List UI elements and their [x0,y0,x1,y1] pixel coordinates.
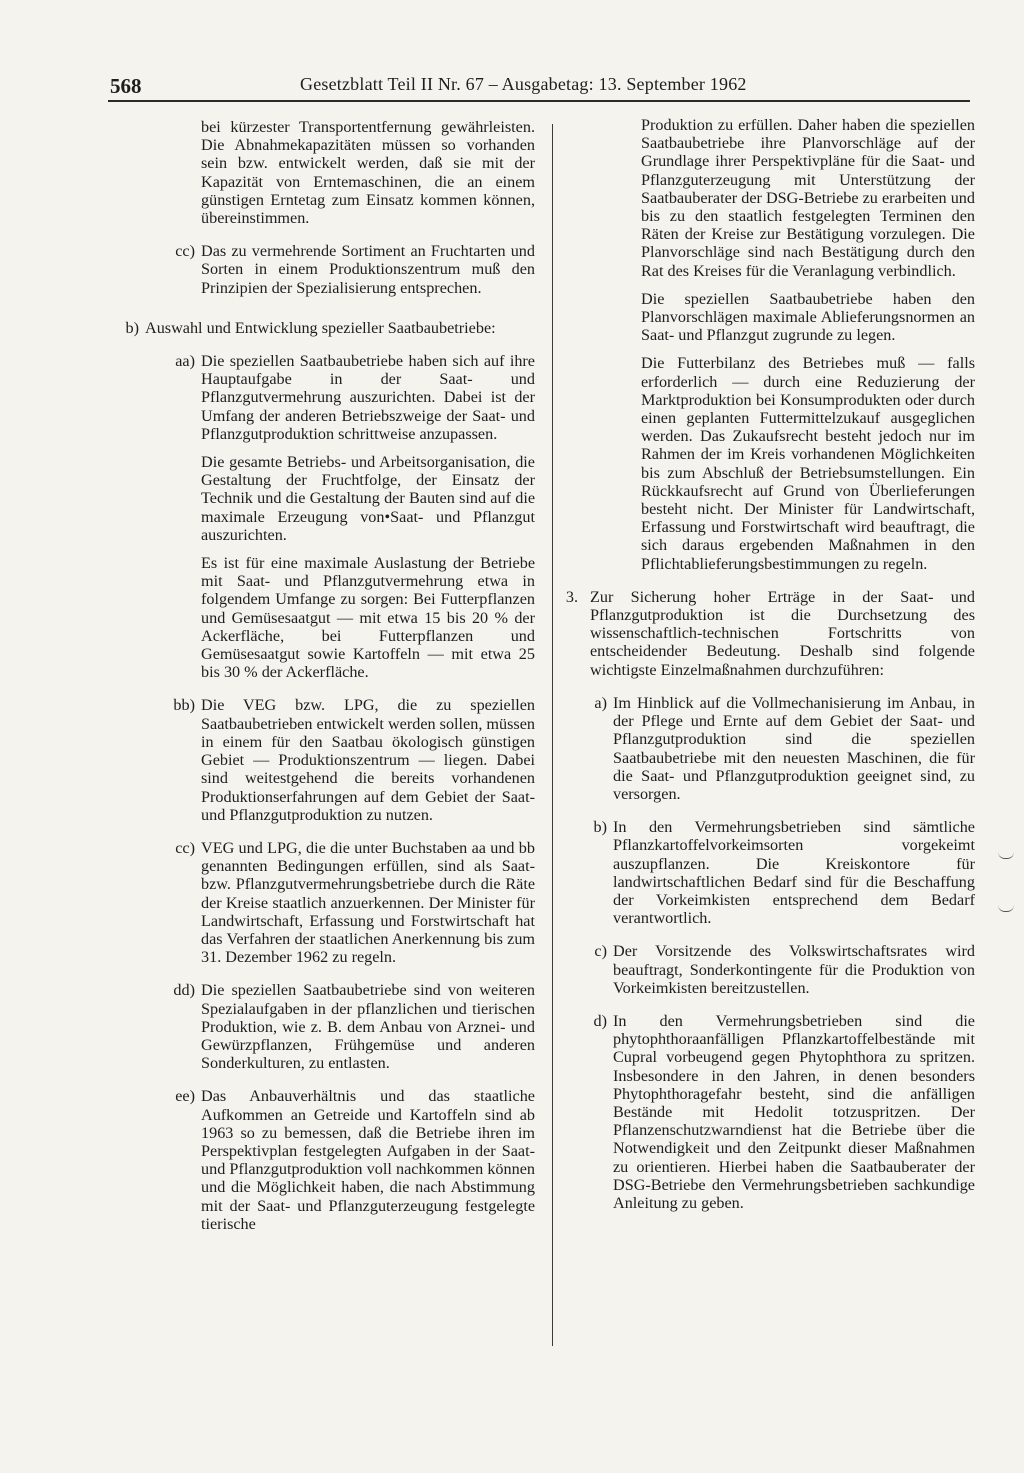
item-text: Zur Sicherung hoher Erträge in der Saat- und Pflanzgutproduktion ist die Durchsetzung des wissenschaftlich-technischen Fortschritts von entscheidender Bedeutung. Deshalb sind folgende wichtigste Einzelmaßnahmen durchzuführen: [590,587,975,679]
continuation-paragraph: Produktion zu erfüllen. Daher haben die speziellen Saatbaubetriebe ihre Planvorschläge auf der Grundlage ihrer Perspektivpläne für die Saat- und Pflanzguterzeugung mit Unterstützung der Saatbauberater der DSG-Betriebe zu erarbeiten und bis zu den staatlich festgelegten Terminen den Räten der Kreise zur Bestätigung vorzulegen. Die Planvorschläge sind nach Bestätigung durch den Rat des Kreises für die Veranlagung verbindlich. [641,116,975,280]
list-item-d [563,1012,975,1212]
item-text: In den Vermehrungsbetrieben sind sämtliche Pflanzkartoffelvorkeimsorten vorgekeimt auszupflanzen. Die Kreiskontore für landwirtschaftlichen Bedarf sind für die Beschaffung der Vorkeimkisten entsprechend dem Bedarf verantwortlich. [613,818,975,928]
list-item-cc [145,839,535,966]
item-text: Die VEG bzw. LPG, die zu speziellen Saatbaubetrieben entwickelt werden sollen, müssen in einem für den Saatbau ökologisch günstigen Gebiet — Produktionszentrum — liegen. Dabei sind weitestgehend die bereits vorhandenen Produktionserfahrungen auf dem Gebiet der Saat- und Pflanzgutproduktion zu nutzen. [201,696,535,824]
item-label: dd) [173,981,195,1000]
item-text: In den Vermehrungsbetrieben sind die phytophthoraanfälligen Pflanzkartoffelbestände mit Cupral vorbeugend gegen Phytophthora zu spritzen. Insbesondere in den Jahren, in denen besonders Phytophthoragefahr besteht, sind die anfälligen Bestände mit Hedolit totzuspritzen. Der Pflanzenschutzwarndienst hat die Betriebe über die Notwendigkeit und den Zeitpunkt dieser Maßnahmen zu orientieren. Hierbei haben die Saatbauberater der DSG-Betriebe den Vermehrungsbetrieben sachkundige Anleitung zu geben. [613,1011,975,1212]
list-item-aa [145,352,535,443]
list-item-b [563,818,975,927]
item-label: c) [594,942,607,961]
item-text: Das Anbauverhältnis und das staatliche Aufkommen an Getreide und Kartoffeln sind ab 1963 so zu bemessen, daß die Betriebe ihren im Perspektivplan festgelegten Aufgaben in der Saat- und Pflanzgutproduktion voll nachkommen können und die Möglichkeit haben, die nach Abstimmung mit der Saat- und Pflanzguterzeugung festgelegte tierische [201,1087,535,1233]
item-label: cc) [175,838,195,857]
item-text: Auswahl und Entwicklung spezieller Saatbaubetriebe: [145,318,496,337]
item-text: Der Vorsitzende des Volkswirtschaftsrates wird beauftragt, Sonderkontingente für die Produktion von Vorkeimkisten bereitzustellen. [613,942,975,997]
paragraph: Die speziellen Saatbaubetriebe haben den Planvorschlägen maximale Ablieferungsnormen an Saat- und Pflanzgut zugrunde zu legen. [641,289,975,345]
paragraph: Es ist für eine maximale Auslastung der Betriebe mit Saat- und Pflanzgutvermehrung etwa in folgendem Umfange zu sorgen: Bei Futterpflanzen und Gemüsesaatgut — mit etwa 15 bis 20 % der Ackerfläche, bei Futterpflanzen und Gemüsesaatgut sowie Kartoffeln — mit etwa 25 bis 30 % der Ackerfläche. [201,554,535,682]
item-label: 3. [565,587,578,606]
list-item-ee [145,1087,535,1233]
item-label: aa) [175,352,195,371]
list-item-c [563,942,975,997]
item-text: Die speziellen Saatbaubetriebe sind von weiteren Spezialaufgaben in der pflanzlichen und tierischen Produktion, wie z. B. dem Anbau von Arznei- und Gewürzpflanzen, Frühgemüse und anderen Sonderkulturen, zu entlasten. [201,981,535,1073]
list-item-bb [145,696,535,823]
item-label: a) [594,693,607,712]
item-label: cc) [175,242,195,261]
item-label: d) [593,1011,607,1030]
page-number: 568 [110,74,142,98]
list-item-dd [145,981,535,1072]
margin-mark [998,905,1014,912]
left-column [125,118,535,1233]
running-title: Gesetzblatt Teil II Nr. 67 – Ausgabetag: 13. September 1962 [300,74,747,94]
item-text: Die speziellen Saatbaubetriebe haben sich auf ihre Hauptaufgabe in der Saat- und Pflanzgutvermehrung auszurichten. Dabei ist der Umfang der anderen Betriebszweige der Saat- und Pflanzgutproduktion schrittweise anzupassen. [201,352,535,443]
paragraph: Die Futterbilanz des Betriebes muß — falls erforderlich — durch eine Reduzierung der Marktproduktion bei Konsumprodukten oder durch einen geplanten Futtermittelzukauf ausgeglichen werden. Das Zukaufsrecht besteht jedoch nur im Rahmen der im Kreis vorhandenen Möglichkeiten bis zum Abschluß der Betriebsumstellungen. Ein Rückkaufsrecht auf Grund von Überlieferungen besteht nicht. Der Minister für Landwirtschaft, Erfassung und Forstwirtschaft wird beauftragt, die sich daraus ergebenden Maßnahmen in den Pflichtablieferungsbestimmungen zu regeln. [641,354,975,573]
column-divider [552,124,553,1346]
continuation-paragraph: bei kürzester Transportentfernung gewährleisten. Die Abnahmekapazitäten müssen so vorhanden sein bzw. entwickelt werden, daß sie mit der Kapazität von Erntemaschinen, die an einem günstigen Erntetag zum Einsatz kommen können, übereinstimmen. [201,118,535,228]
item-label: b) [593,818,607,837]
section-3 [563,588,975,679]
paragraph: Die gesamte Betriebs- und Arbeitsorganisation, die Gestaltung der Fruchtfolge, der Einsatz der Technik und die Gestaltung der Bauten sind auf die maximale Erzeugung von•Saat- und Pflanzgut auszurichten. [201,453,535,544]
page-header [110,74,970,100]
item-text: Im Hinblick auf die Vollmechanisierung im Anbau, in der Pflege und Ernte auf dem Gebiet der Saat- und Pflanzgutproduktion sind die speziellen Saatbaubetriebe mit den neuesten Maschinen, die für die Saat- und Pflanzgutproduktion geeignet sind, zu versorgen. [613,693,975,803]
right-column [563,116,975,1212]
margin-mark [998,852,1014,859]
list-item-cc [145,242,535,297]
item-label: ee) [175,1087,195,1106]
list-item-a [563,694,975,803]
item-text: VEG und LPG, die die unter Buchstaben aa und bb genannten Bedingungen erfüllen, sind als Saat- bzw. Pflanzgutvermehrungsbetriebe durch die Räte der Kreise staatlich anzuerkennen. Der Minister für Landwirtschaft, Erfassung und Forstwirtschaft hat das Verfahren der staatlichen Anerkennung bis zum 31. Dezember 1962 zu regeln. [201,838,535,967]
list-item-b [119,319,535,337]
item-label: bb) [173,696,195,715]
item-label: b) [125,318,139,337]
item-text: Das zu vermehrende Sortiment an Fruchtarten und Sorten in einem Produktionszentrum muß den Prinzipien der Spezialisierung entsprechen. [201,242,535,297]
header-rule [108,100,970,102]
